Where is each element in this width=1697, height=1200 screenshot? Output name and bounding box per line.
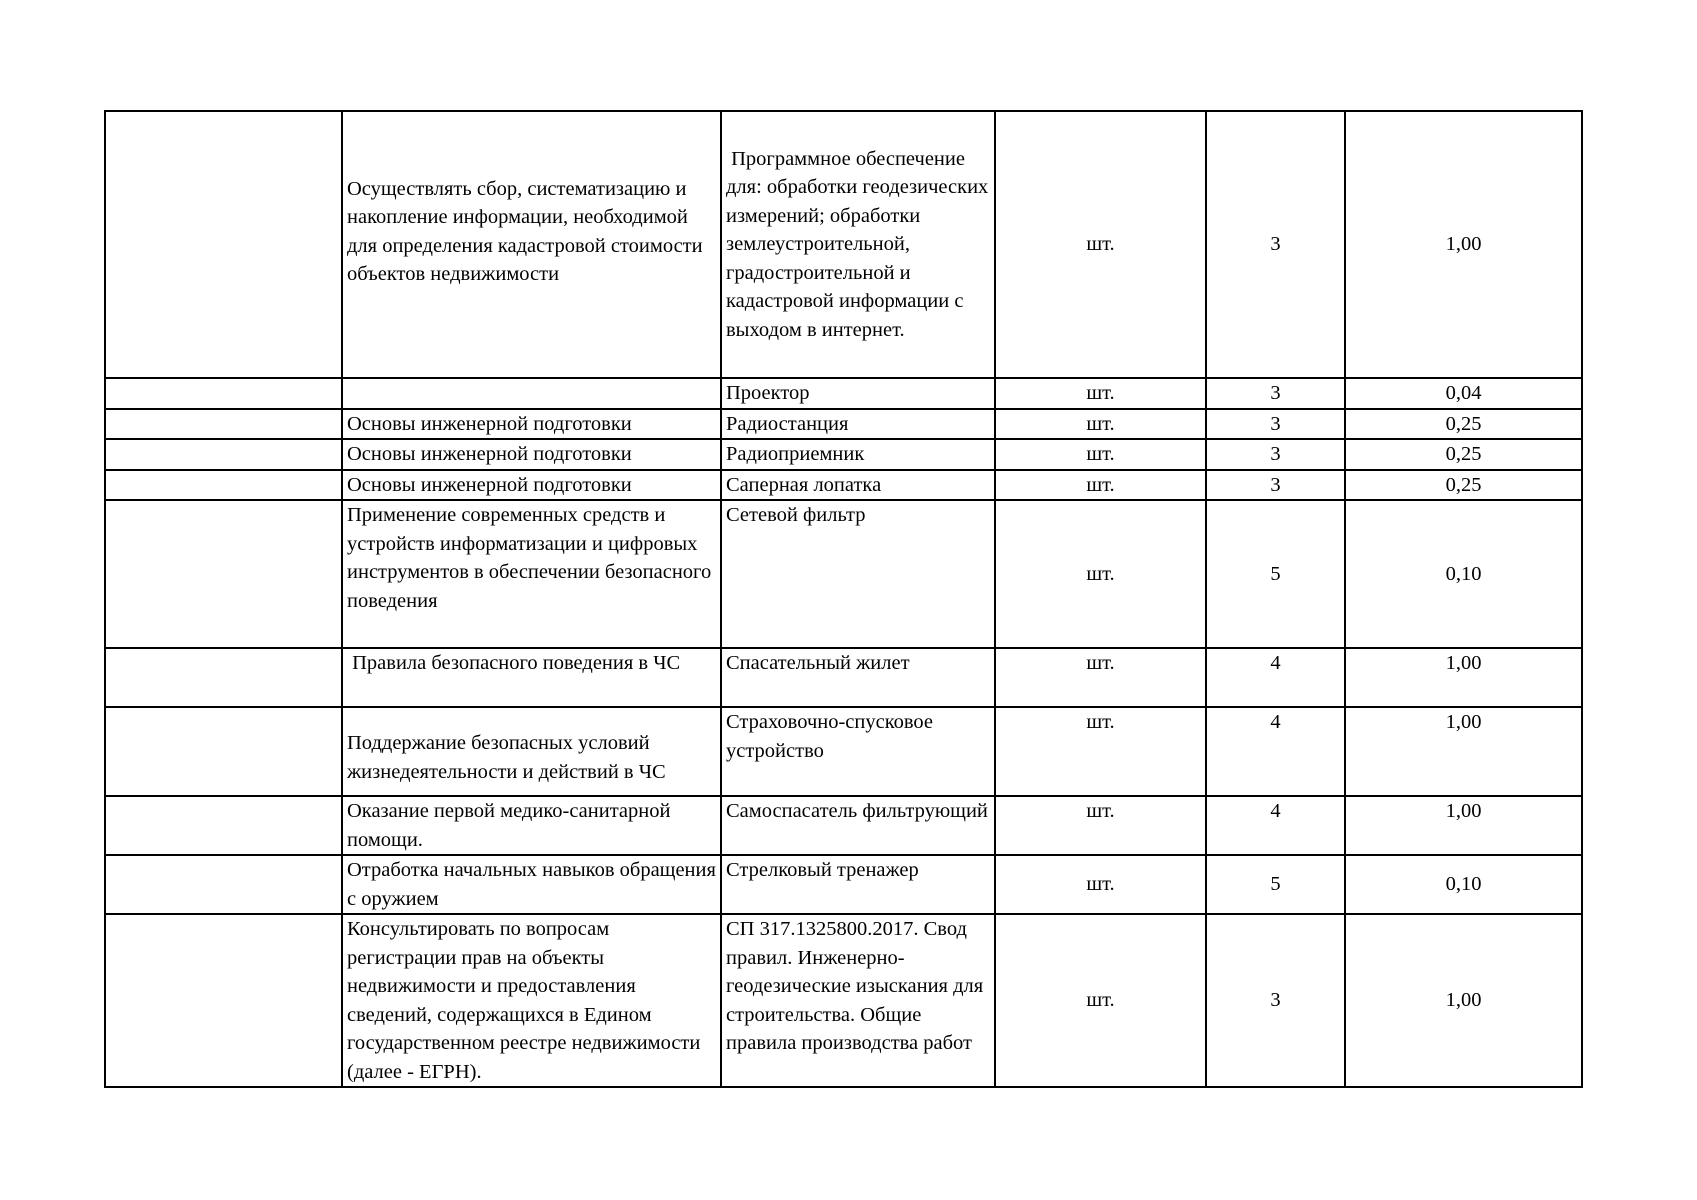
cell-equipment: Стрелковый тренажер xyxy=(721,855,995,914)
cell-blank xyxy=(105,439,342,470)
cell-blank xyxy=(105,914,342,1087)
table-row xyxy=(105,111,1582,378)
cell-equipment: Сетевой фильтр xyxy=(721,500,995,648)
cell-unit: шт. xyxy=(995,378,1206,409)
table-row xyxy=(105,409,1582,440)
cell-topic xyxy=(342,378,721,409)
cell-quantity: 5 xyxy=(1206,500,1345,648)
cell-blank xyxy=(105,648,342,707)
cell-unit: шт. xyxy=(995,111,1206,378)
cell-equipment: Страховочно-спусковое устройство xyxy=(721,707,995,796)
cell-equipment: Саперная лопатка xyxy=(721,470,995,501)
cell-quantity: 4 xyxy=(1206,707,1345,796)
cell-equipment: Спасательный жилет xyxy=(721,648,995,707)
cell-blank xyxy=(105,707,342,796)
table-row xyxy=(105,855,1582,914)
table-row xyxy=(105,439,1582,470)
cell-equipment: Проектор xyxy=(721,378,995,409)
cell-equipment: Радиоприемник xyxy=(721,439,995,470)
cell-coefficient: 0,25 xyxy=(1345,409,1582,440)
cell-blank xyxy=(105,796,342,855)
cell-blank xyxy=(105,409,342,440)
cell-unit: шт. xyxy=(995,470,1206,501)
cell-unit: шт. xyxy=(995,439,1206,470)
table-row xyxy=(105,914,1582,1087)
cell-coefficient: 1,00 xyxy=(1345,914,1582,1087)
cell-unit: шт. xyxy=(995,409,1206,440)
table-row xyxy=(105,707,1582,796)
cell-coefficient: 1,00 xyxy=(1345,796,1582,855)
cell-quantity: 3 xyxy=(1206,439,1345,470)
cell-blank xyxy=(105,855,342,914)
cell-equipment: Радиостанция xyxy=(721,409,995,440)
table-row xyxy=(105,648,1582,707)
cell-quantity: 4 xyxy=(1206,796,1345,855)
cell-equipment: СП 317.1325800.2017. Свод правил. Инженерно-геодезические изыскания для строительства. Общие правила производства работ xyxy=(721,914,995,1087)
cell-unit: шт. xyxy=(995,648,1206,707)
cell-unit: шт. xyxy=(995,796,1206,855)
cell-equipment: Самоспасатель фильтрующий xyxy=(721,796,995,855)
cell-quantity: 3 xyxy=(1206,409,1345,440)
cell-topic: Правила безопасного поведения в ЧС xyxy=(342,648,721,707)
cell-blank xyxy=(105,470,342,501)
cell-blank xyxy=(105,500,342,648)
cell-topic: Основы инженерной подготовки xyxy=(342,409,721,440)
cell-unit: шт. xyxy=(995,500,1206,648)
table-row xyxy=(105,470,1582,501)
table-row xyxy=(105,500,1582,648)
cell-coefficient: 0,04 xyxy=(1345,378,1582,409)
cell-topic: Основы инженерной подготовки xyxy=(342,470,721,501)
equipment-table xyxy=(104,110,1583,1088)
cell-equipment: Программное обеспечение для: обработки геодезических измерений; обработки землеустроительной, градостроительной и кадастровой информации с выходом в интернет. xyxy=(721,111,995,378)
cell-unit: шт. xyxy=(995,855,1206,914)
cell-quantity: 3 xyxy=(1206,111,1345,378)
cell-quantity: 3 xyxy=(1206,914,1345,1087)
table-row xyxy=(105,796,1582,855)
cell-topic: Поддержание безопасных условий жизнедеятельности и действий в ЧС xyxy=(342,707,721,796)
cell-topic: Применение современных средств и устройств информатизации и цифровых инструментов в обеспечении безопасного поведения xyxy=(342,500,721,648)
cell-coefficient: 0,10 xyxy=(1345,855,1582,914)
cell-quantity: 3 xyxy=(1206,378,1345,409)
cell-unit: шт. xyxy=(995,914,1206,1087)
cell-coefficient: 0,10 xyxy=(1345,500,1582,648)
cell-quantity: 4 xyxy=(1206,648,1345,707)
cell-topic: Отработка начальных навыков обращения с оружием xyxy=(342,855,721,914)
table-row xyxy=(105,378,1582,409)
cell-unit: шт. xyxy=(995,707,1206,796)
cell-coefficient: 1,00 xyxy=(1345,648,1582,707)
cell-coefficient: 0,25 xyxy=(1345,470,1582,501)
cell-topic: Консультировать по вопросам регистрации прав на объекты недвижимости и предоставления сведений, содержащихся в Едином государственном реестре недвижимости (далее - ЕГРН). xyxy=(342,914,721,1087)
cell-topic: Оказание первой медико-санитарной помощи. xyxy=(342,796,721,855)
cell-coefficient: 0,25 xyxy=(1345,439,1582,470)
cell-blank xyxy=(105,111,342,378)
cell-topic: Осуществлять сбор, систематизацию и накопление информации, необходимой для определения кадастровой стоимости объектов недвижимости xyxy=(342,111,721,378)
cell-coefficient: 1,00 xyxy=(1345,111,1582,378)
cell-coefficient: 1,00 xyxy=(1345,707,1582,796)
cell-topic: Основы инженерной подготовки xyxy=(342,439,721,470)
cell-blank xyxy=(105,378,342,409)
cell-quantity: 5 xyxy=(1206,855,1345,914)
cell-quantity: 3 xyxy=(1206,470,1345,501)
